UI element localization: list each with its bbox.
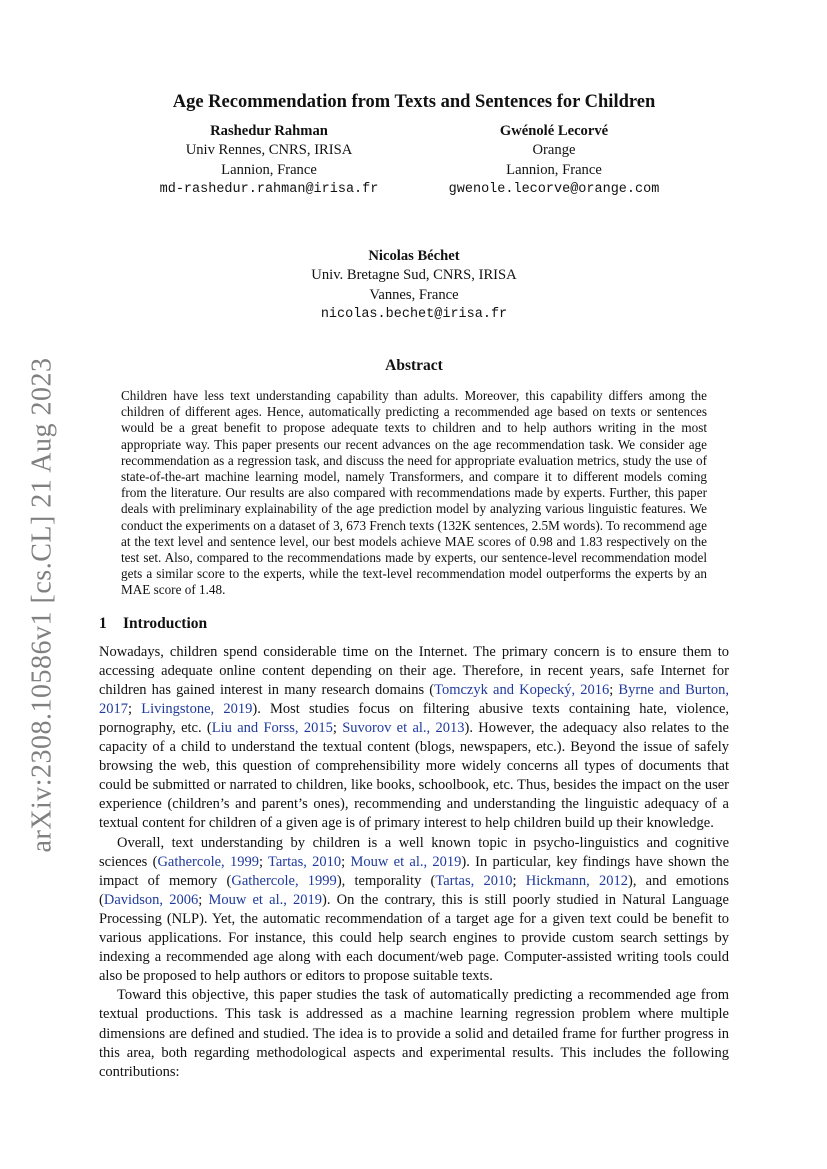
citation-link[interactable]: Livingstone, 2019 <box>141 700 253 717</box>
author-email[interactable]: nicolas.bechet@irisa.fr <box>320 306 508 322</box>
text-run: ). Most studies focus on filtering abusive texts containing hate, violence, pornography, etc. ( <box>99 700 730 737</box>
citation-link[interactable]: Suvorov et al., 2013 <box>342 720 465 737</box>
citation-link[interactable]: Mouw et al., 2019 <box>350 853 462 870</box>
citation-link[interactable]: Liu and Forss, 2015 <box>211 720 333 737</box>
author-name: Nicolas Béchet <box>368 248 460 264</box>
author-block <box>99 122 729 322</box>
citation-link[interactable]: Byrne and Burton, 2017 <box>99 681 729 717</box>
author-name: Gwénolé Lecorvé <box>499 123 609 139</box>
paper-title: Age Recommendation from Texts and Sentences for Children <box>172 92 656 112</box>
text-run: ), and emotions ( <box>99 872 729 908</box>
citation-link[interactable]: Gathercole, 1999 <box>157 853 259 870</box>
text-run: ; <box>512 872 526 889</box>
author-affiliation: Univ. Bretagne Sud, CNRS, IRISA <box>311 267 517 284</box>
text-run: ; <box>258 853 269 870</box>
author-email[interactable]: gwenole.lecorve@orange.com <box>448 181 660 197</box>
author-affiliation: Univ Rennes, CNRS, IRISA <box>185 142 353 159</box>
citation-link[interactable]: Tartas, 2010 <box>435 872 513 889</box>
citation-link[interactable]: Tomczyk and Kopecký, 2016 <box>434 681 610 698</box>
text-run: ; <box>341 853 351 870</box>
author-3 <box>264 247 564 324</box>
arxiv-identifier-text: arXiv:2308.10586v1 [cs.CL] 21 Aug 2023 <box>26 357 57 853</box>
author-location: Vannes, France <box>369 286 459 303</box>
text-run: ; <box>128 700 142 717</box>
section-title: Introduction <box>123 614 208 632</box>
abstract-heading: Abstract <box>385 357 443 374</box>
citation-link[interactable]: Mouw et al., 2019 <box>208 891 323 908</box>
text-run: ), temporality ( <box>336 872 436 889</box>
author-affiliation: Orange <box>532 142 576 159</box>
paragraph-3: Toward this objective, this paper studies the task of automatically predicting a recommended age from textual productions. This task is addressed as a machine learning regression problem where multiple dimensions are defined and studied. The idea is to provide a solid and detailed frame for further progress in this area, both regarding methodological aspects and experimental results. This includes the following contributions: <box>99 987 729 1080</box>
text-run: ; <box>198 891 209 908</box>
citation-link[interactable]: Tartas, 2010 <box>268 853 342 870</box>
text-run: ; <box>332 720 343 737</box>
section-heading <box>99 615 729 633</box>
paper-page <box>99 92 729 1082</box>
body-text <box>99 643 729 1082</box>
citation-link[interactable]: Hickmann, 2012 <box>525 872 628 889</box>
text-run: Overall, text understanding by children is a well known topic in psycho-linguistics and cognitive sciences ( <box>99 834 729 870</box>
author-2 <box>419 122 689 199</box>
author-1 <box>149 122 389 199</box>
citation-link[interactable]: Davidson, 2006 <box>103 891 199 908</box>
arxiv-identifier <box>18 355 66 855</box>
paragraph-1 <box>99 643 729 834</box>
section-number: 1 <box>99 614 107 632</box>
author-email[interactable]: md-rashedur.rahman@irisa.fr <box>159 181 379 197</box>
text-run: ). However, the adequacy also relates to the capacity of a child to understand the textual content (blogs, newspapers, etc.). Beyond the issue of safely browsing the web, this question of comprehensibility more widely concerns all types of documents that could be submitted or narrated to children, like books, schoolbook, etc. Thus, besides the impact on the user experience (children’s and parent’s ones), recommending and understanding the linguistic adequacy of a textual content for children of a given age is of primary interest to help children build up their knowledge. <box>99 720 729 832</box>
abstract-text: Children have less text understanding capability than adults. Moreover, this capability differs among the children of different ages. Hence, automatically predicting a recommended age based on texts or sentences would be a great benefit to propose adequate texts to children and to help authors writing in the most appropriate way. This paper presents our recent advances on the age recommendation task. We consider age recommendation as a regression task, and discuss the need for appropriate evaluation metrics, study the use of state-of-the-art machine learning model, namely Transformers, and compare it to different models coming from the literature. Our results are also compared with recommendations made by experts. Further, this paper deals with preliminary explainability of the age prediction model by analyzing various linguistic features. We conduct the experiments on a dataset of 3, 673 French texts (132K sentences, 2.5M words). To recommend age at the text level and sentence level, our best models achieve MAE scores of 0.98 and 1.83 respectively on the test set. Also, compared to the recommendations made by experts, our sentence-level recommendation model gets a similar score to the experts, while the text-level recommendation model outperforms the experts by an MAE score of 1.48. <box>121 388 707 598</box>
text-run: ). In particular, key findings have shown the impact of memory ( <box>99 853 730 889</box>
citation-link[interactable]: Gathercole, 1999 <box>231 872 337 889</box>
paragraph-2 <box>99 834 729 987</box>
text-run: ). On the contrary, this is still poorly studied in Natural Language Processing (NLP). Yet, the automatic recommendation of a target age for a given text could be benefit to various applications. For instance, this could help search engines to provide custom search settings by indexing a recommended age along with each document/web page. Computer-assisted writing tools could also be proposed to help authors or editors to propose suitable texts. <box>99 891 729 985</box>
text-run: Nowadays, children spend considerable time on the Internet. The primary concern is to ensure them to accessing adequate online content depending on their age. Therefore, in recent years, safe Internet for children has gained interest in many research domains ( <box>99 643 729 698</box>
text-run: ; <box>609 681 619 698</box>
author-location: Lannion, France <box>506 161 602 178</box>
author-location: Lannion, France <box>221 161 317 178</box>
author-name: Rashedur Rahman <box>210 123 328 139</box>
